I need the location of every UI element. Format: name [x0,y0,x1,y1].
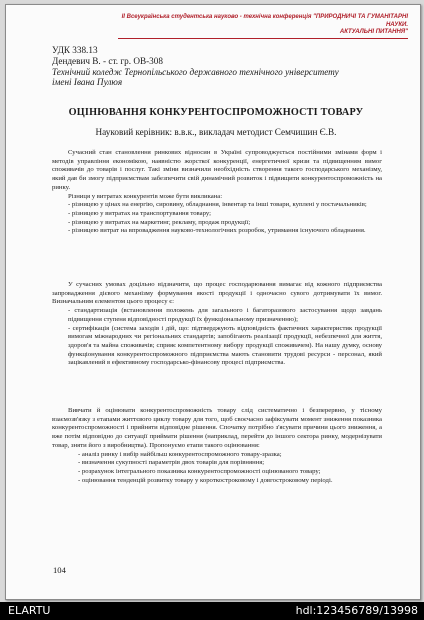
institution-line2: імені Івана Пулюя [52,77,123,88]
repository-label: ELARTU [8,604,51,617]
document-page [5,4,421,600]
viewer-status-bar [0,602,424,620]
handle-identifier: hdl:123456789/13998 [295,604,418,617]
conference-header-line2: АКТУАЛЬНІ ПИТАННЯ" [339,29,408,35]
institution-line1: Технічний коледж Тернопільського державного технічного університету [52,66,339,77]
list-item: - визначення сукупності параметрів двох товарів для порівняння; [78,459,265,467]
article-meta [52,45,392,88]
list-item: - різницею у витратах на маркетинг, рекламу, продаж продукції; [68,218,251,226]
paragraph: У сучасних умовах доцільно відзначити, що процес господарювання вимагає від кожного підприємства запровадження дієвого механізму формування якості продукції і одночасно сувого дотримувати їх вимог. Визначальним елементом цього процесу є: [52,281,382,306]
paragraph: Вивчати й оцінювати конкурентоспроможність товару слід систематично і безперервно, у тісному взаємозв'язку з етапами життєвого циклу товару для того, щоб своєчасно зафіксувати момент зниження показника конкурентоспроможності і прийняти відповідне рішення. Спочатку потрібно з'ясувати причини цього зниження, а вже потім відповідно до ситуації приймати рішення (наприклад, перейти до іншого сектора ринку, модернізувати товар, зняти його з виробництва). Пропонуємо етапи такого оцінювання: [52,407,382,449]
article-body-part2 [52,281,382,368]
list-item: - стандартизація (встановлення положень для загального і багаторазового застосування щодо завдань підвищення ступеня відповідності продукції їх функціональному призначенню); [68,307,382,323]
article-body-part1 [52,149,382,236]
author-line: Дендевич В. - ст. гр. ОВ-308 [52,55,163,66]
list-item: - різницею витрат на впровадження науково-технологічних розробок, утримання існуючого обладнання. [68,227,366,235]
conference-header-line1: ІІ Всеукраїнська студентська науково - технічна конференція "ПРИРОДНИЧІ ТА ГУМАНІТАРНІ НАУКИ. [121,14,408,28]
list-item: - розрахунок інтегрального показника конкурентоспроможності оцінюваного товару; [78,467,321,475]
list-item: - аналіз ринку і вибір найбільш конкурентоспроможного товару-зразка; [78,450,282,458]
list-item: - різницею у цінах на енергію, сировину, обладнання, інвентар та інші товари, куплені у постачальників; [68,201,367,209]
list-item: - різницею у витратах на транспортування товару; [68,209,211,217]
list-item: - сертифікація (система заходів і дій, що: підтверджують відповідність фактичних характеристик продукції вимогам міжнародних чи регіональних стандартів; запобігають реалізації продукції, небезпечної для життя, здоров'я та майна споживачів; сприяє компетентному вибору продукції споживачем). На нашу думку, основу функціонування конкурентоспроможного підприємства мають становити трудові ресурси - персонал, який зацікавлений в ефективному господарсько-фінансову процесі підприємства. [68,324,382,367]
page-number: 104 [53,565,66,575]
udc-code: УДК 338.13 [52,45,98,55]
conference-header [118,14,408,39]
article-title: ОЦІНЮВАННЯ КОНКУРЕНТОСПРОМОЖНОСТІ ТОВАРУ [68,107,364,118]
list-item: - оцінювання тенденцій розвитку товару у короткостроковому і довгостроковому періоді. [78,476,333,484]
paragraph: Сучасний стан становлення ринкових відносин в Україні супроводжується постійними змінами форм і методів управління економікою, наявністю жорсткої конкуренції, енергетичної кризи та підвищенням вимог споживачів до товарів і послуг. Такі зміни визначили необхідність створення такого господарського механізму, який дав би змогу підприємствам забезпечити свій динамічний розвиток і підвищити конкурентоспроможність на ринку. [52,149,382,191]
article-body-part3 [52,407,382,485]
scientific-advisor: Науковий керівник: в.в.к., викладач методист Семчишин Є.В. [95,127,337,137]
paragraph: Різниця у витратах конкурентів може бути викликана: [68,192,223,200]
